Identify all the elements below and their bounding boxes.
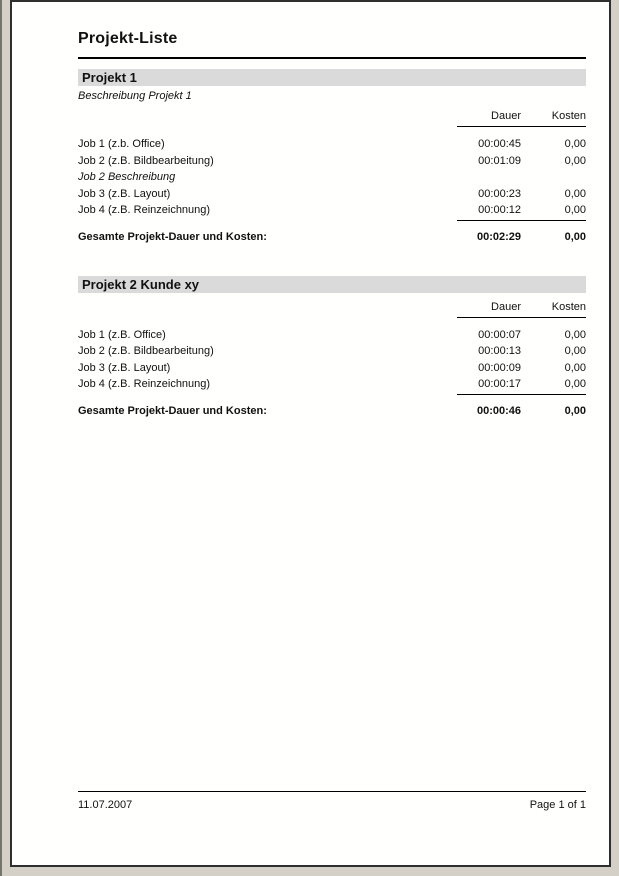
column-header-dauer: Dauer — [491, 300, 521, 313]
footer-rule — [78, 791, 586, 792]
column-headers — [78, 301, 586, 313]
section-header: Projekt 2 Kunde xy — [78, 276, 586, 293]
column-header-rule — [457, 317, 586, 318]
window-left-edge — [0, 0, 2, 876]
job-label: Job 1 (z.b. Office) — [78, 138, 165, 150]
project-section-2 — [78, 276, 586, 418]
column-header-dauer: Dauer — [491, 110, 521, 122]
column-header-kosten: Kosten — [551, 300, 586, 313]
total-row — [78, 230, 586, 244]
total-cost: 0,00 — [564, 404, 586, 417]
total-label: Gesamte Projekt-Dauer und Kosten: — [78, 404, 267, 417]
job-row — [78, 186, 586, 203]
job-rows — [78, 327, 586, 393]
job-row — [78, 136, 586, 153]
job-label: Job 1 (z.B. Office) — [78, 328, 166, 341]
project-section-1 — [78, 69, 586, 244]
total-duration: 00:02:29 — [476, 230, 521, 243]
job-row — [78, 376, 586, 393]
job-duration: 00:00:12 — [478, 204, 521, 216]
report-content — [12, 2, 609, 418]
total-rule — [457, 220, 586, 221]
report-title: Projekt-Liste — [78, 30, 178, 47]
job-label: Job 4 (z.B. Reinzeichnung) — [78, 378, 211, 390]
job-rows — [78, 136, 586, 219]
job-label: Job 2 (z.B. Bildbearbeitung) — [78, 154, 214, 167]
footer-page-number: Page 1 of 1 — [529, 799, 586, 811]
job-cost: 0,00 — [564, 138, 586, 150]
total-row — [78, 404, 586, 418]
job-cost: 0,00 — [564, 345, 586, 357]
report-page — [10, 0, 611, 867]
job-row — [78, 327, 586, 344]
job-cost: 0,00 — [564, 378, 586, 390]
job-row — [78, 360, 586, 377]
job-cost: 0,00 — [564, 187, 586, 200]
job-row — [78, 153, 586, 170]
column-header-rule — [457, 126, 586, 127]
title-rule — [78, 57, 586, 59]
job-row — [78, 202, 586, 219]
job-label: Job 3 (z.B. Layout) — [78, 187, 171, 200]
job-duration: 00:00:45 — [478, 138, 521, 150]
job-duration: 00:00:13 — [478, 345, 521, 357]
footer-date: 11.07.2007 — [78, 799, 133, 811]
column-headers — [78, 110, 586, 122]
job-description: Job 2 Beschreibung — [78, 171, 176, 183]
section-header: Projekt 1 — [78, 69, 586, 86]
job-cost: 0,00 — [564, 328, 586, 341]
column-header-kosten: Kosten — [551, 110, 586, 122]
section-description: Beschreibung Projekt 1 — [78, 90, 192, 102]
job-duration: 00:00:17 — [478, 378, 521, 390]
job-duration: 00:00:09 — [478, 361, 521, 374]
job-label: Job 2 (z.B. Bildbearbeitung) — [78, 345, 214, 357]
job-duration: 00:00:07 — [478, 328, 521, 341]
job-description-row — [78, 169, 586, 186]
job-label: Job 4 (z.B. Reinzeichnung) — [78, 204, 211, 216]
job-duration: 00:01:09 — [478, 154, 521, 167]
total-cost: 0,00 — [564, 230, 586, 243]
job-cost: 0,00 — [564, 154, 586, 167]
job-cost: 0,00 — [564, 204, 586, 216]
job-row — [78, 343, 586, 360]
page-footer — [78, 791, 586, 811]
job-duration: 00:00:23 — [478, 187, 521, 200]
job-label: Job 3 (z.B. Layout) — [78, 361, 171, 374]
job-cost: 0,00 — [564, 361, 586, 374]
total-label: Gesamte Projekt-Dauer und Kosten: — [78, 230, 267, 243]
total-duration: 00:00:46 — [476, 404, 521, 417]
total-rule — [457, 394, 586, 395]
